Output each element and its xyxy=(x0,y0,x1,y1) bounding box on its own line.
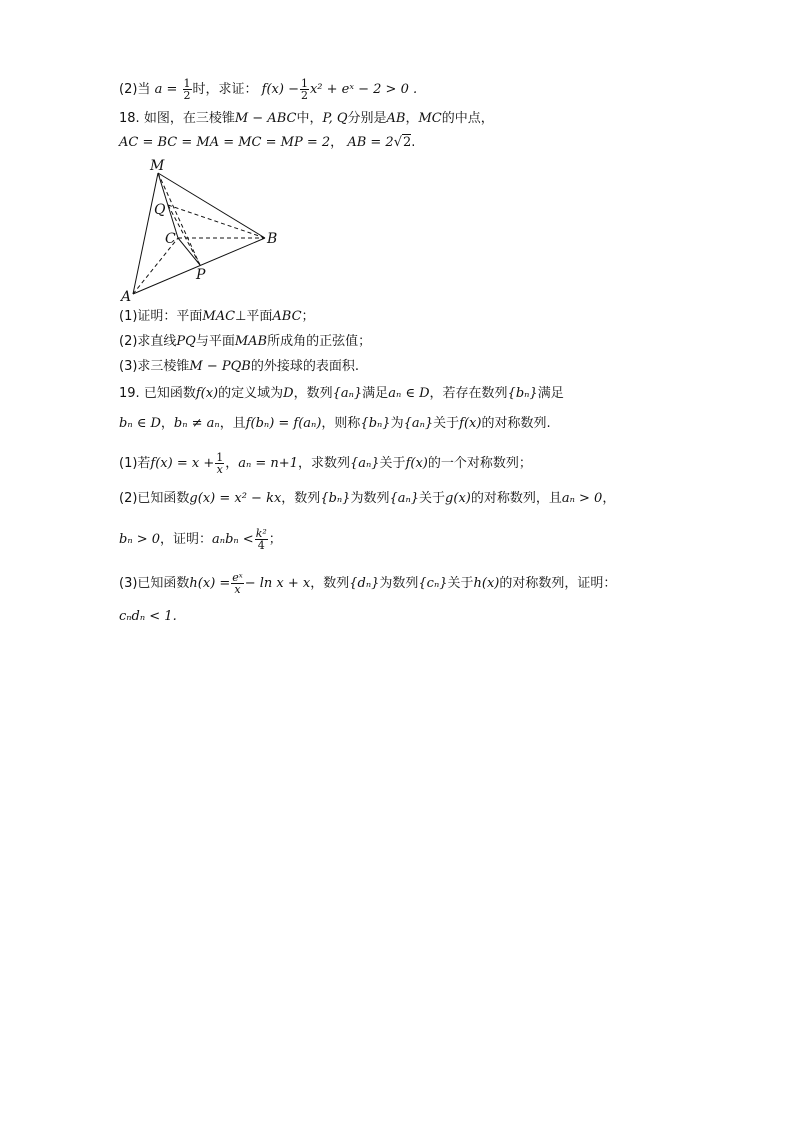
q19-part2 xyxy=(119,490,615,508)
q19-p3b: cₙdₙ < 1. xyxy=(119,609,177,624)
q18-tetra: M − ABC xyxy=(234,111,297,126)
q19-l2d: f(bₙ) = f(aₙ) xyxy=(245,416,322,431)
label-A: A xyxy=(121,289,132,304)
fraction-half: $\frac{1}{2}$ xyxy=(183,77,191,102)
q17-part2-label: (2)当 xyxy=(119,82,151,97)
edge-MP xyxy=(158,173,200,265)
var-a: a xyxy=(154,82,163,97)
fx-expression: f(x) − xyxy=(261,82,299,97)
q19-p2-mid2: 为数列 xyxy=(350,491,390,506)
label-P: P xyxy=(196,267,206,283)
tetrahedron-figure xyxy=(118,156,288,304)
q19-p2-cond: aₙ > 0 xyxy=(561,491,603,506)
q19-p2b-end: ； xyxy=(268,532,282,547)
q17-part2-line: (2)当 a = $\frac{1}{2}$ 时，求证： f(x) − $\frac{1}{2}$ x² + eˣ − 2 > 0 . xyxy=(119,77,418,102)
fraction-one-over-x: $\frac{1}{x}$ xyxy=(216,451,224,476)
q19-seq-a: {aₙ} xyxy=(332,386,363,401)
q18-cond2: AB = 2 xyxy=(347,135,394,150)
q19-part2-line2 xyxy=(119,528,282,551)
edge-AB xyxy=(133,238,265,294)
q19-p2-gx: g(x) xyxy=(445,491,471,506)
fraction-half-2: $\frac{1}{2}$ xyxy=(300,77,308,102)
q19-c: ，数列 xyxy=(293,386,333,401)
q18-part2-mid: 与平面 xyxy=(195,334,235,349)
q19-p2-g: g(x) = x² − kx xyxy=(189,491,282,506)
q19-p2-mid: ，数列 xyxy=(281,491,321,506)
q18-part3 xyxy=(119,358,359,376)
q18-part2-label: (2)求直线 xyxy=(119,334,177,349)
q18-ab: AB xyxy=(386,111,406,126)
q18-intro-line xyxy=(119,110,494,128)
q19-l2e: ，则称 xyxy=(321,416,361,431)
q18-cond-end: . xyxy=(411,135,416,150)
q19-f: 满足 xyxy=(537,386,564,401)
q18-part1-end: ； xyxy=(301,309,315,324)
label-B: B xyxy=(267,231,278,247)
q18-intro2: 中， xyxy=(296,111,323,126)
q19-p3-seqc: {cₙ} xyxy=(418,576,448,591)
q19-an-in-D: aₙ ∈ D xyxy=(388,386,430,401)
q18-mac: MAC xyxy=(202,309,236,324)
edge-MB xyxy=(158,173,265,238)
q19-p3-hx: h(x) xyxy=(473,576,500,591)
q19-p1-mid2: 关于 xyxy=(379,456,406,471)
q19-p2-seqb: {bₙ} xyxy=(320,491,351,506)
q19-l2sep: ， xyxy=(160,416,174,431)
q18-mpqb: M − PQB xyxy=(189,359,251,374)
q18-perp: ⊥平面 xyxy=(235,309,273,324)
q19-a: 已知函数 xyxy=(143,386,196,401)
fraction-ex-over-x: $\frac{\text{eˣ}}{x}$ xyxy=(232,571,243,596)
q18-conditions-line: AC = BC = MA = MC = MP = 2， AB = 2√2. xyxy=(119,135,416,150)
q19-p3-seqd: {dₙ} xyxy=(349,576,380,591)
q19-p2b-cond: bₙ > 0 xyxy=(119,532,161,547)
q19-p2-mid3: 关于 xyxy=(419,491,446,506)
q19-p3-h: h(x) = xyxy=(189,576,231,591)
q19-p2b-lhs: aₙbₙ < xyxy=(212,532,254,547)
label-C: C xyxy=(165,231,176,247)
q19-seq-b: {bₙ} xyxy=(507,386,538,401)
q19-p3-mid: ，数列 xyxy=(310,576,350,591)
q18-intro4: 的中点， xyxy=(441,111,494,126)
q19-p2-label: (2)已知函数 xyxy=(119,491,190,506)
q18-part2-end: 所成角的正弦值； xyxy=(267,334,372,349)
q19-l2b: bₙ ≠ aₙ xyxy=(173,416,220,431)
q18-mc: MC xyxy=(418,111,442,126)
q19-p1-end: 的一个对称数列； xyxy=(427,456,532,471)
label-M: M xyxy=(150,158,165,174)
q18-part1-label: (1)证明：平面 xyxy=(119,309,203,324)
q19-p3-mid2: 为数列 xyxy=(379,576,419,591)
q18-part2 xyxy=(119,333,371,351)
q19-part3-line2 xyxy=(119,608,177,626)
q19-p1-seq: {aₙ} xyxy=(349,456,380,471)
q19-fx: f(x) xyxy=(195,386,219,401)
q19-p1-an: aₙ = n+1 xyxy=(238,456,298,471)
q19-p3-mid3: 关于 xyxy=(447,576,474,591)
q19-l2j: f(x) xyxy=(459,416,482,431)
q19-e: ，若存在数列 xyxy=(429,386,508,401)
q18-mab: MAB xyxy=(234,334,268,349)
q19-p2-end: ， xyxy=(602,491,616,506)
label-Q: Q xyxy=(154,202,166,218)
q19-l2g: 为 xyxy=(390,416,404,431)
q19-p2-mid4: 的对称数列，且 xyxy=(470,491,562,506)
q19-part1 xyxy=(119,452,532,475)
q19-p2-seqa: {aₙ} xyxy=(389,491,420,506)
q18-part3-end: 的外接球的表面积. xyxy=(250,359,359,374)
q19-p1-mid: ，求数列 xyxy=(297,456,350,471)
q19-l2c: ，且 xyxy=(219,416,246,431)
q19-b: 的定义域为 xyxy=(218,386,284,401)
q19-l2f: {bₙ} xyxy=(360,416,391,431)
q19-d: 满足 xyxy=(362,386,389,401)
q18-part1 xyxy=(119,308,315,326)
q19-l2h: {aₙ} xyxy=(403,416,434,431)
q18-cond1: AC = BC = MA = MC = MP = 2 xyxy=(119,135,331,150)
edge-CP xyxy=(178,238,200,265)
q19-intro-line2 xyxy=(119,415,551,433)
q19-p3-rest: − ln x + x xyxy=(244,576,311,591)
inequality-end: x² + eˣ − 2 > 0 . xyxy=(309,82,418,97)
q19-part3 xyxy=(119,572,616,595)
q19-p1-f: f(x) = x + xyxy=(150,456,215,471)
edge-MA xyxy=(133,173,158,294)
q19-p3-end: 的对称数列，证明： xyxy=(499,576,617,591)
q19-p1-sep: ， xyxy=(225,456,239,471)
q19-l2i: 关于 xyxy=(433,416,460,431)
q18-intro: 如图，在三棱锥 xyxy=(143,111,235,126)
q18-intro3: 分别是 xyxy=(347,111,387,126)
q18-part3-label: (3)求三棱锥 xyxy=(119,359,190,374)
fraction-k2-over-4: $\frac{\text{k²}}{4}$ xyxy=(255,527,267,552)
q19-l2k: 的对称数列. xyxy=(481,416,551,431)
q18-abc: ABC xyxy=(272,309,302,324)
q19-intro-line1 xyxy=(119,385,564,403)
q18-pq: P, Q xyxy=(322,111,348,126)
sqrt-radicand: 2 xyxy=(402,135,412,150)
q19-p1-fx: f(x) xyxy=(405,456,428,471)
q18-pq-line: PQ xyxy=(176,334,196,349)
q19-p1-label: (1)若 xyxy=(119,456,151,471)
q19-p2b-mid: ，证明： xyxy=(160,532,213,547)
q18-cond-sep: ， xyxy=(330,135,344,150)
q18-sep: ， xyxy=(405,111,419,126)
q19-D: D xyxy=(283,386,294,401)
q17-part2-mid: 时，求证： xyxy=(192,82,258,97)
q19-number: 19. xyxy=(119,386,140,401)
q18-number: 18. xyxy=(119,111,140,126)
q19-l2a: bₙ ∈ D xyxy=(119,416,161,431)
q19-p3-label: (3)已知函数 xyxy=(119,576,190,591)
